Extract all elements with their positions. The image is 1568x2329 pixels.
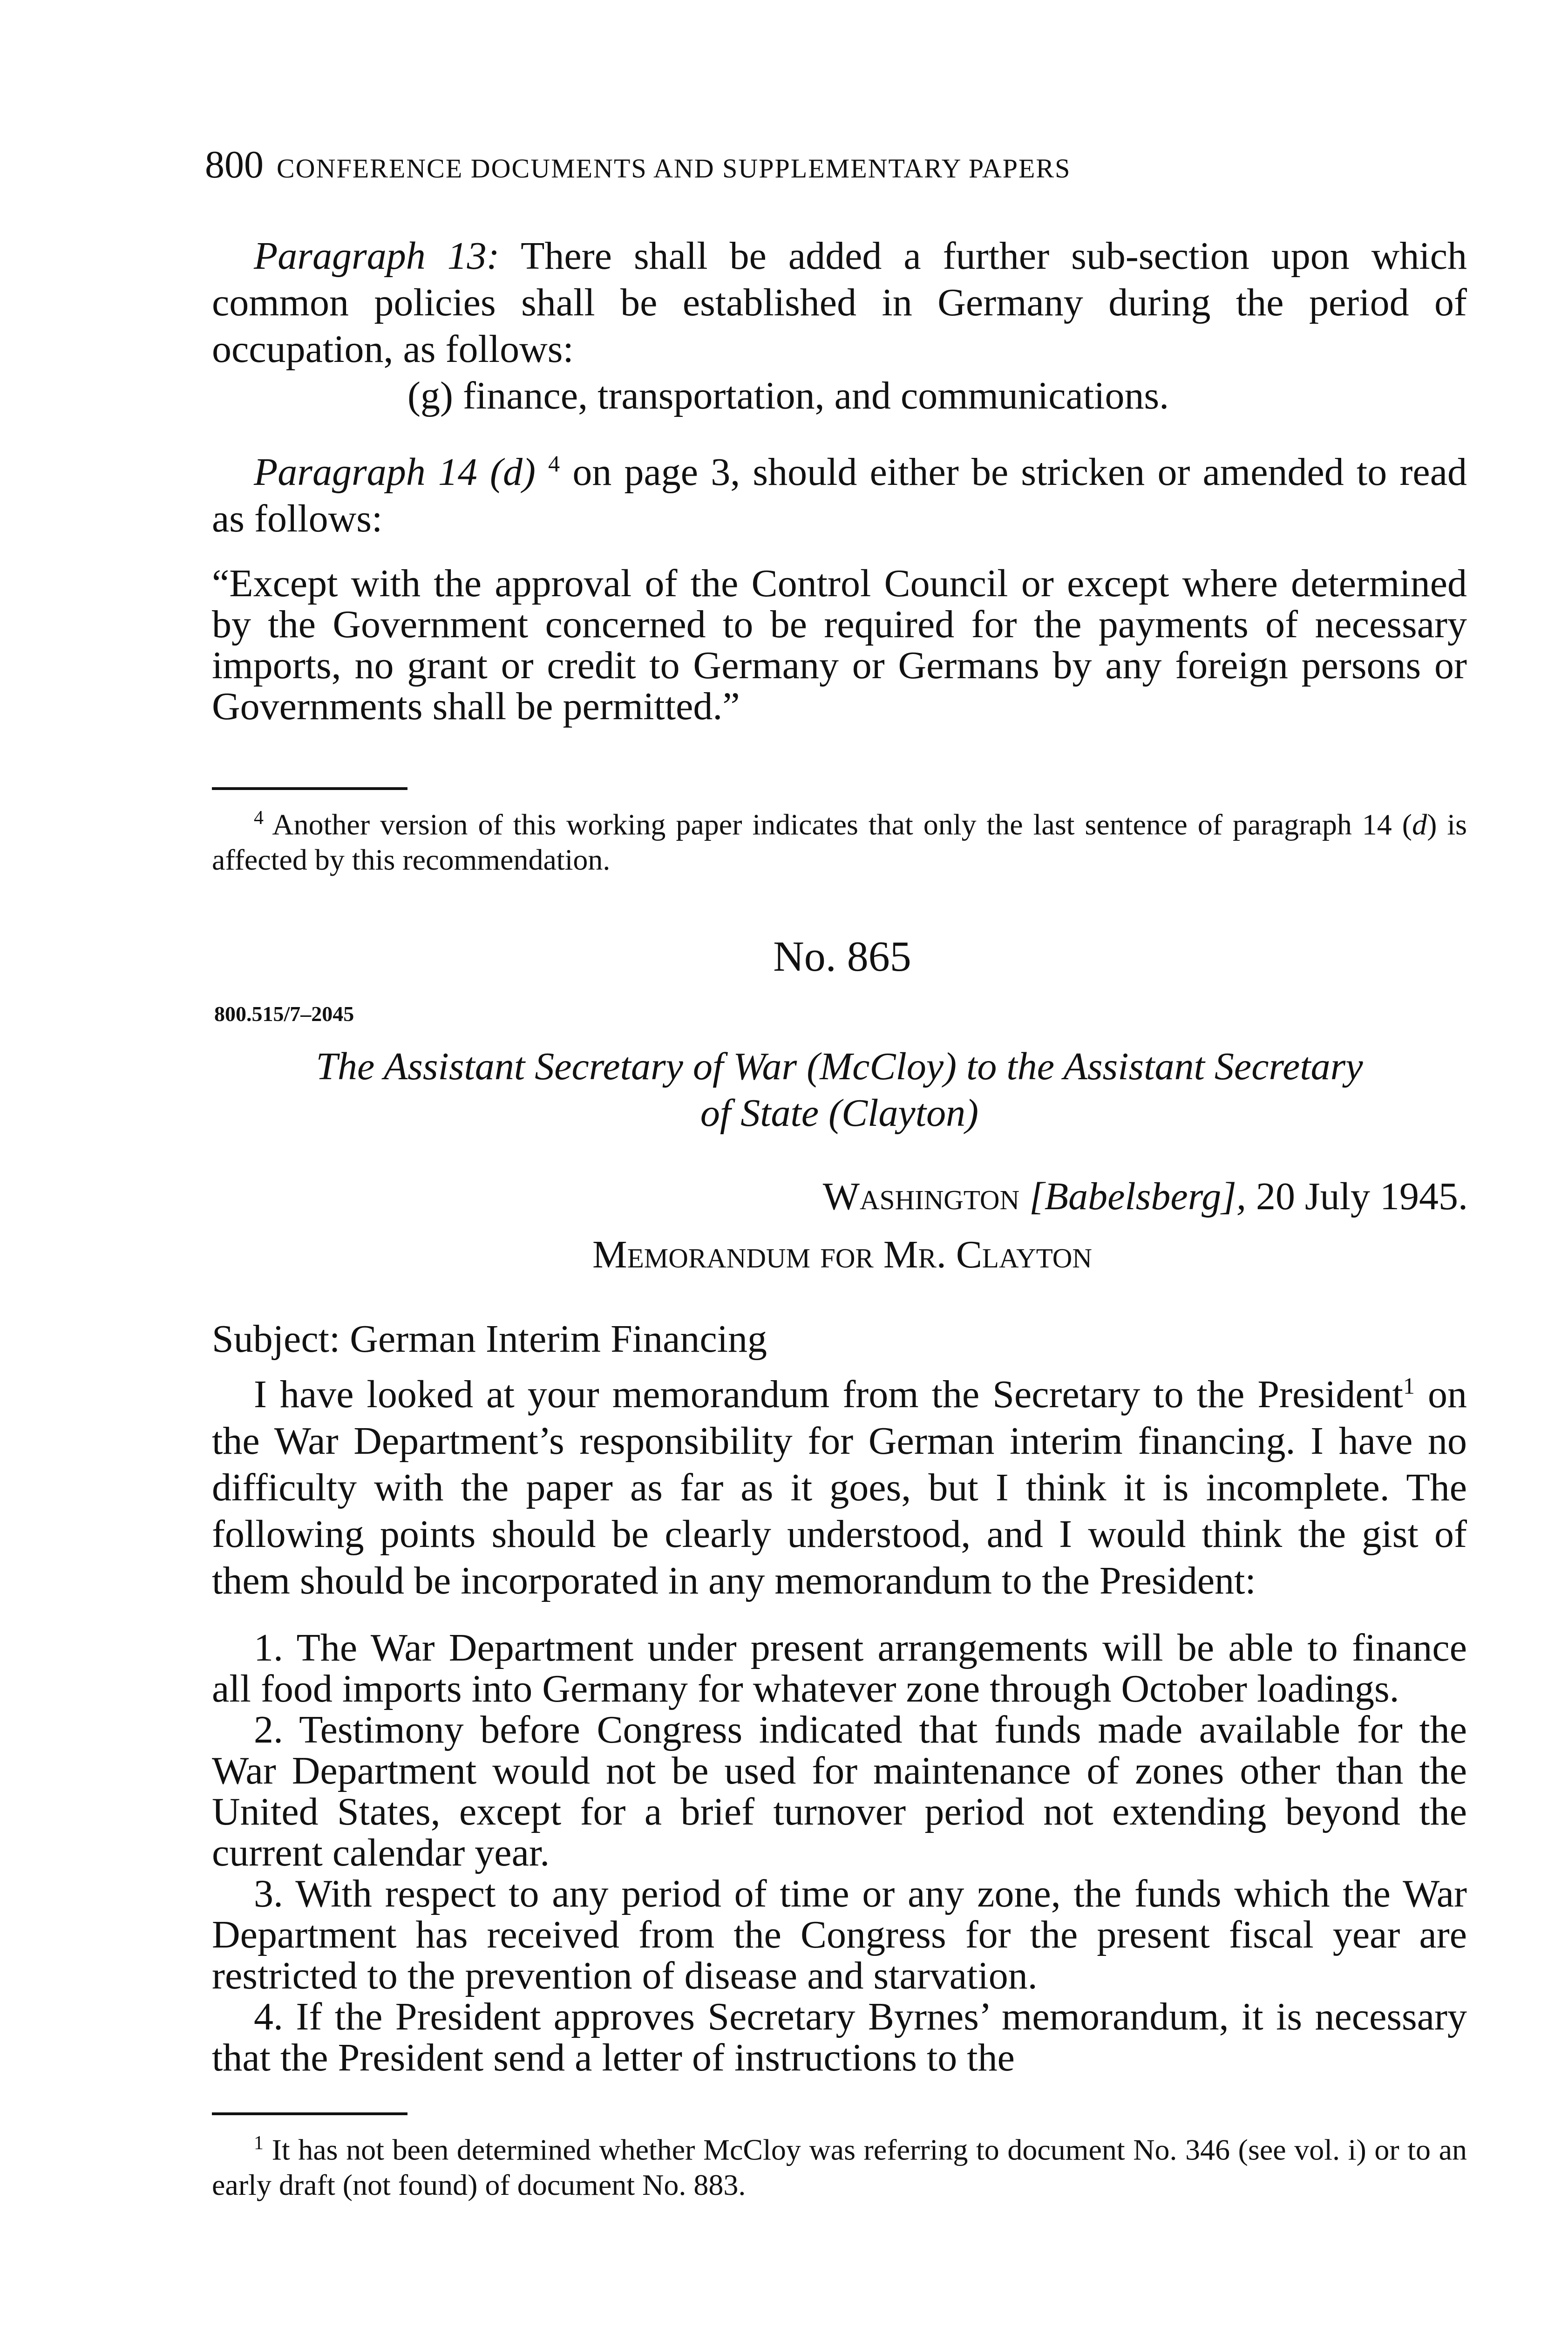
paragraph-14-sub: (d) — [490, 450, 536, 494]
footnote-1-body: It has not been determined whether McCloy was referring to document No. 346 (see vol. i) or to an early draft (not found) of document No. 883. — [212, 2133, 1467, 2202]
footnote-4 — [212, 787, 1467, 878]
running-title: CONFERENCE DOCUMENTS AND SUPPLEMENTARY PAPERS — [277, 153, 1071, 184]
footnote-4-text — [212, 800, 1467, 878]
item-g-text: finance, transportation, and communications. — [453, 374, 1169, 417]
footnote-rule — [212, 2112, 407, 2115]
subject-line: Subject: German Interim Financing — [212, 1317, 767, 1361]
footnote-ref-4: 4 — [548, 450, 560, 477]
footnote-4-marker: 4 — [254, 807, 264, 829]
item-g — [212, 373, 1467, 419]
point-4: 4. If the President approves Secretary Byrnes’ memorandum, it is necessary that the President send a letter of instructions to the — [212, 1995, 1467, 2079]
item-g-label: (g) — [407, 374, 453, 417]
footnote-ref-1: 1 — [1403, 1373, 1415, 1399]
footnote-1-text — [212, 2125, 1467, 2203]
memo-heading: Memorandum for Mr. Clayton — [592, 1233, 1092, 1276]
footnote-4-italic: d — [1412, 808, 1427, 841]
memo-body — [212, 1316, 1467, 2078]
paragraph-14-label: Paragraph 14 — [254, 450, 477, 494]
paragraph-13-text: There shall be added a further sub-section upon which common policies shall be established in Germany during the period of occupation, as follows: — [212, 234, 1467, 371]
section-paragraphs — [212, 233, 1467, 727]
paragraph-13 — [212, 233, 1467, 373]
point-1: 1. The War Department under present arrangements will be able to finance all food imports into Germany for whatever zone through October loadings. — [212, 1626, 1467, 1710]
page-number: 800 — [205, 143, 264, 186]
dateline — [823, 1174, 1468, 1219]
dateline-place: [Babelsberg], — [1029, 1175, 1246, 1218]
document-number: No. 865 — [773, 933, 911, 980]
footnote-4-part2: ) is affected by this recommendation. — [212, 808, 1467, 877]
footnote-1 — [212, 2112, 1467, 2203]
point-3: 3. With respect to any period of time or any zone, the funds which the War Department has received from the Congress for the present fiscal year are restricted to the prevention of disease and starvation. — [212, 1872, 1467, 1997]
dateline-date: 20 July 1945. — [1246, 1175, 1468, 1218]
dateline-city: Washington — [822, 1175, 1020, 1218]
paragraph-13-label: Paragraph 13: — [254, 234, 500, 278]
points-list — [212, 1628, 1467, 2078]
footnote-4-part1: Another version of this working paper indicates that only the last sentence of paragraph 14 ( — [264, 808, 1412, 841]
memo-opening-part2: on the War Department’s responsibility for German interim financing. I have no difficulty with the paper as far as it goes, but I think it is incomplete. The following points should be clearly understood, and I would think the gist of them should be incorporated in any memorandum to the President: — [212, 1373, 1467, 1602]
amendment-quote: “Except with the approval of the Control Council or except where determined by the Government concerned to be required for the payments of necessary imports, no grant or credit to Germany or Germans by any foreign persons or Governments shall be permitted.” — [212, 562, 1467, 728]
running-header — [205, 142, 1071, 187]
footnote-rule — [212, 787, 407, 790]
point-2: 2. Testimony before Congress indicated that funds made available for the War Department would not be used for maintenance of zones other than the United States, except for a brief turnover period not extending beyond the current calendar year. — [212, 1708, 1467, 1874]
document-title — [212, 1043, 1467, 1137]
document-title-line2: of State (Clayton) — [700, 1091, 979, 1135]
memo-opening-paragraph — [212, 1362, 1467, 1604]
paragraph-14 — [212, 440, 1467, 542]
footnote-1-marker: 1 — [254, 2132, 264, 2154]
memo-opening-part1: I have looked at your memorandum from the Secretary to the President — [254, 1373, 1403, 1416]
document-title-line1: The Assistant Secretary of War (McCloy) to the Assistant Secretary — [316, 1045, 1363, 1088]
file-number: 800.515/7–2045 — [214, 1002, 354, 1026]
paragraph-14-text: on page 3, should either be stricken or amended to read as follows: — [212, 450, 1467, 540]
